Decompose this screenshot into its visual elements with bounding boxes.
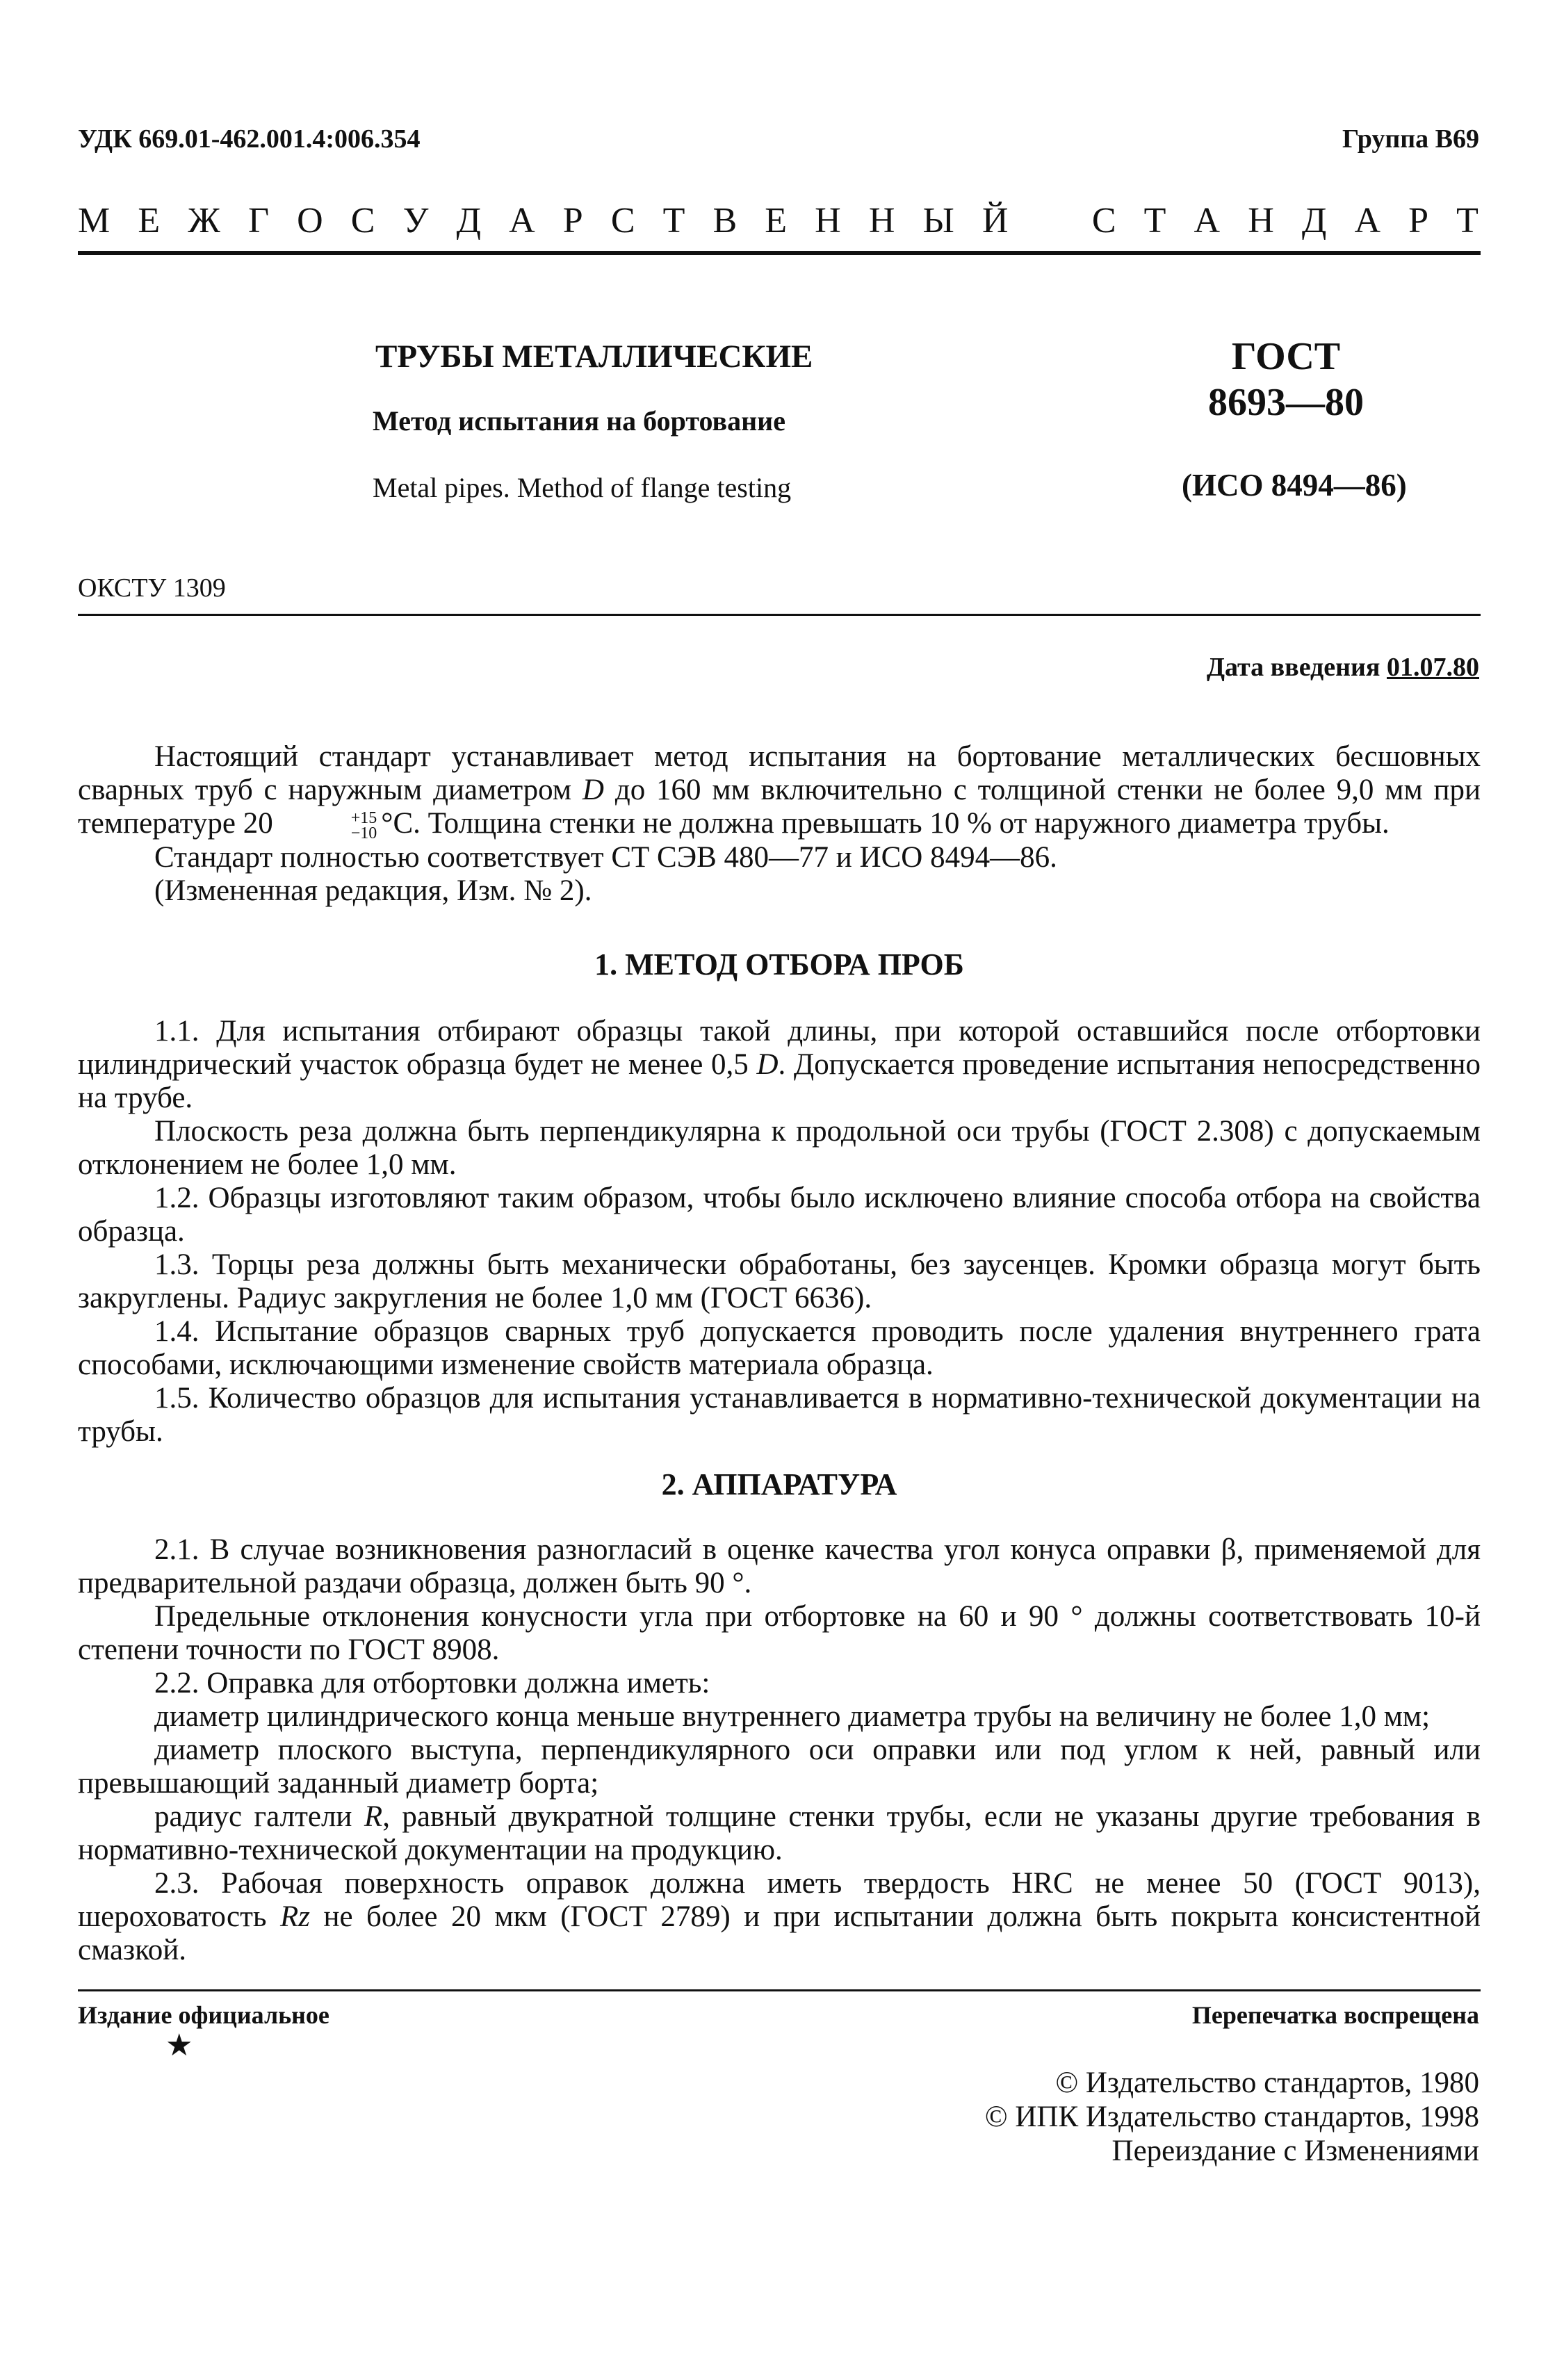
gost-designation: [1161, 334, 1411, 425]
reissue-note: Переиздание с Изменениями: [1111, 2135, 1479, 2167]
tolerance-plus: +15: [350, 809, 377, 828]
intro-date-value: 01.07.80: [1387, 653, 1479, 682]
series-letter: Й: [981, 201, 1009, 241]
reprint-prohibited: Перепечатка воспрещена: [1191, 2001, 1479, 2029]
footer-rule: [78, 1989, 1481, 1991]
paragraph: [78, 1800, 1481, 1867]
paragraph: 1.4. Испытание образцов сварных труб допускается проводить после удаления внутреннего грата способами, исключающими изменение свойств материала образца.: [78, 1315, 1481, 1381]
paragraph: Плоскость реза должна быть перпендикулярна к продольной оси трубы (ГОСТ 2.308) с допускаемым отклонением не более 1,0 мм.: [78, 1115, 1481, 1181]
gost-number: 8693—80: [1208, 381, 1364, 424]
product-english-title: Metal pipes. Method of flange testing: [373, 472, 792, 503]
paragraph: Предельные отклонения конусности угла при отбортовке на 60 и 90 ° должны соответствовать 10-й степени точности по ГОСТ 8908.: [78, 1600, 1481, 1666]
diameter-symbol: D: [582, 774, 604, 806]
header-rule-thick: [78, 251, 1481, 255]
series-letter: Ы: [922, 201, 954, 241]
series-letter: Н: [815, 201, 841, 241]
intro-date-label: Дата введения: [1206, 653, 1380, 682]
series-title: [78, 200, 1479, 241]
series-letter: Д: [1301, 201, 1327, 241]
paragraph: диаметр плоского выступа, перпендикулярного оси оправки или под углом к ней, равный или превышающий заданный диаметр борта;: [78, 1734, 1481, 1800]
paragraph: 1.2. Образцы изготовляют таким образом, чтобы было исключено влияние способа отбора на свойства образца.: [78, 1182, 1481, 1248]
series-letter: А: [1194, 201, 1221, 241]
diameter-symbol: D: [756, 1048, 779, 1081]
series-letter: М: [78, 201, 111, 241]
series-letter: Е: [765, 201, 788, 241]
paragraph: [78, 1015, 1481, 1115]
copyright-line: © ИПК Издательство стандартов, 1998: [984, 2101, 1479, 2133]
product-subtitle: Метод испытания на бортование: [373, 405, 785, 437]
series-letter: Т: [1143, 201, 1166, 241]
series-letter: А: [1354, 201, 1381, 241]
intro-paragraph: [78, 740, 1481, 841]
okstu-code: ОКСТУ 1309: [78, 573, 226, 603]
series-letter: Н: [868, 201, 895, 241]
series-letter: В: [712, 201, 738, 241]
series-letter: С: [610, 201, 635, 241]
series-letter: Г: [247, 201, 269, 241]
intro-text: [78, 740, 1481, 908]
gost-label: ГОСТ: [1231, 335, 1341, 378]
series-letter: Д: [456, 201, 481, 241]
copyright-block: [985, 2066, 1479, 2168]
series-letter: С: [1091, 201, 1116, 241]
copyright-line: © Издательство стандартов, 1980: [1055, 2067, 1479, 2099]
text-run: Настоящий стандарт устанавливает метод испытания на бортование металлических бесшовных сварных труб с наружным диаметром: [78, 740, 1481, 806]
text-run: , равный двукратной толщине стенки трубы, если не указаны другие требования в нормативно-технической документации на продукцию.: [78, 1800, 1481, 1866]
series-letter: Р: [562, 201, 583, 241]
okstu-rule: [78, 614, 1481, 616]
text-run: °С. Толщина стенки не должна превышать 10 % от наружного диаметра трубы.: [381, 807, 1390, 840]
paragraph: [78, 1867, 1481, 1967]
section-body: [78, 1015, 1481, 1449]
intro-paragraph: (Измененная редакция, Изм. № 2).: [154, 874, 592, 908]
roughness-symbol: Rz: [279, 1900, 310, 1933]
series-letter: С: [350, 201, 375, 241]
iso-reference: (ИСО 8494—86): [1182, 468, 1407, 503]
series-letter: Т: [1456, 201, 1479, 241]
intro-paragraph: Стандарт полностью соответствует СТ СЭВ 480—77 и ИСО 8494—86.: [154, 841, 1057, 874]
series-letter: Н: [1248, 201, 1274, 241]
intro-date: [1207, 652, 1479, 683]
series-letter: Е: [138, 201, 161, 241]
udk-code: УДК 669.01-462.001.4:006.354: [78, 124, 421, 154]
paragraph: 2.1. В случае возникновения разногласий в оценке качества угол конуса оправки β, применяемой для предварительной раздачи образца, должен быть 90 °.: [78, 1533, 1481, 1599]
group-code: Группа В69: [1342, 124, 1479, 154]
paragraph: диаметр цилиндрического конца меньше внутреннего диаметра трубы на величину не более 1,0 мм;: [154, 1700, 1431, 1733]
temperature-tolerance: [275, 810, 377, 841]
product-title: ТРУБЫ МЕТАЛЛИЧЕСКИЕ: [375, 339, 813, 375]
series-letter: Ж: [188, 201, 220, 241]
series-letter: Т: [662, 201, 685, 241]
section-body: [78, 1533, 1481, 1967]
official-edition: Издание официальное: [78, 2001, 329, 2029]
text-run: 2.3. Рабочая поверхность оправок должна иметь твердость HRC не менее 50 (ГОСТ 9013), шероховатость: [78, 1867, 1481, 1933]
series-letter: Р: [1408, 201, 1429, 241]
paragraph: 1.5. Количество образцов для испытания устанавливается в нормативно-технической документации на трубы.: [78, 1382, 1481, 1448]
tolerance-minus: −10: [350, 824, 377, 843]
series-letter: А: [509, 201, 535, 241]
text-run: до 160 мм включительно с толщиной стенки не более 9,0 мм при температуре 20: [78, 774, 1481, 840]
series-letter: У: [402, 201, 429, 241]
section-heading: 2. АППАРАТУРА: [661, 1467, 897, 1501]
text-run: . Допускается проведение испытания непосредственно на трубе.: [78, 1048, 1481, 1114]
star-icon: ★: [165, 2028, 193, 2062]
series-letter: О: [297, 201, 323, 241]
paragraph: 2.2. Оправка для отбортовки должна иметь:: [154, 1667, 710, 1700]
text-run: не более 20 мкм (ГОСТ 2789) и при испытании должна быть покрыта консистентной смазкой.: [78, 1900, 1481, 1966]
section-heading: 1. МЕТОД ОТБОРА ПРОБ: [594, 947, 964, 981]
radius-symbol: R: [364, 1800, 383, 1833]
paragraph: 1.3. Торцы реза должны быть механически обработаны, без заусенцев. Кромки образца могут быть закруглены. Радиус закругления не более 1,0 мм (ГОСТ 6636).: [78, 1248, 1481, 1314]
text-run: 1.1. Для испытания отбирают образцы такой длины, при которой оставшийся после отбортовки цилиндрический участок образца будет не менее 0,5: [78, 1015, 1481, 1081]
text-run: радиус галтели: [154, 1800, 352, 1833]
